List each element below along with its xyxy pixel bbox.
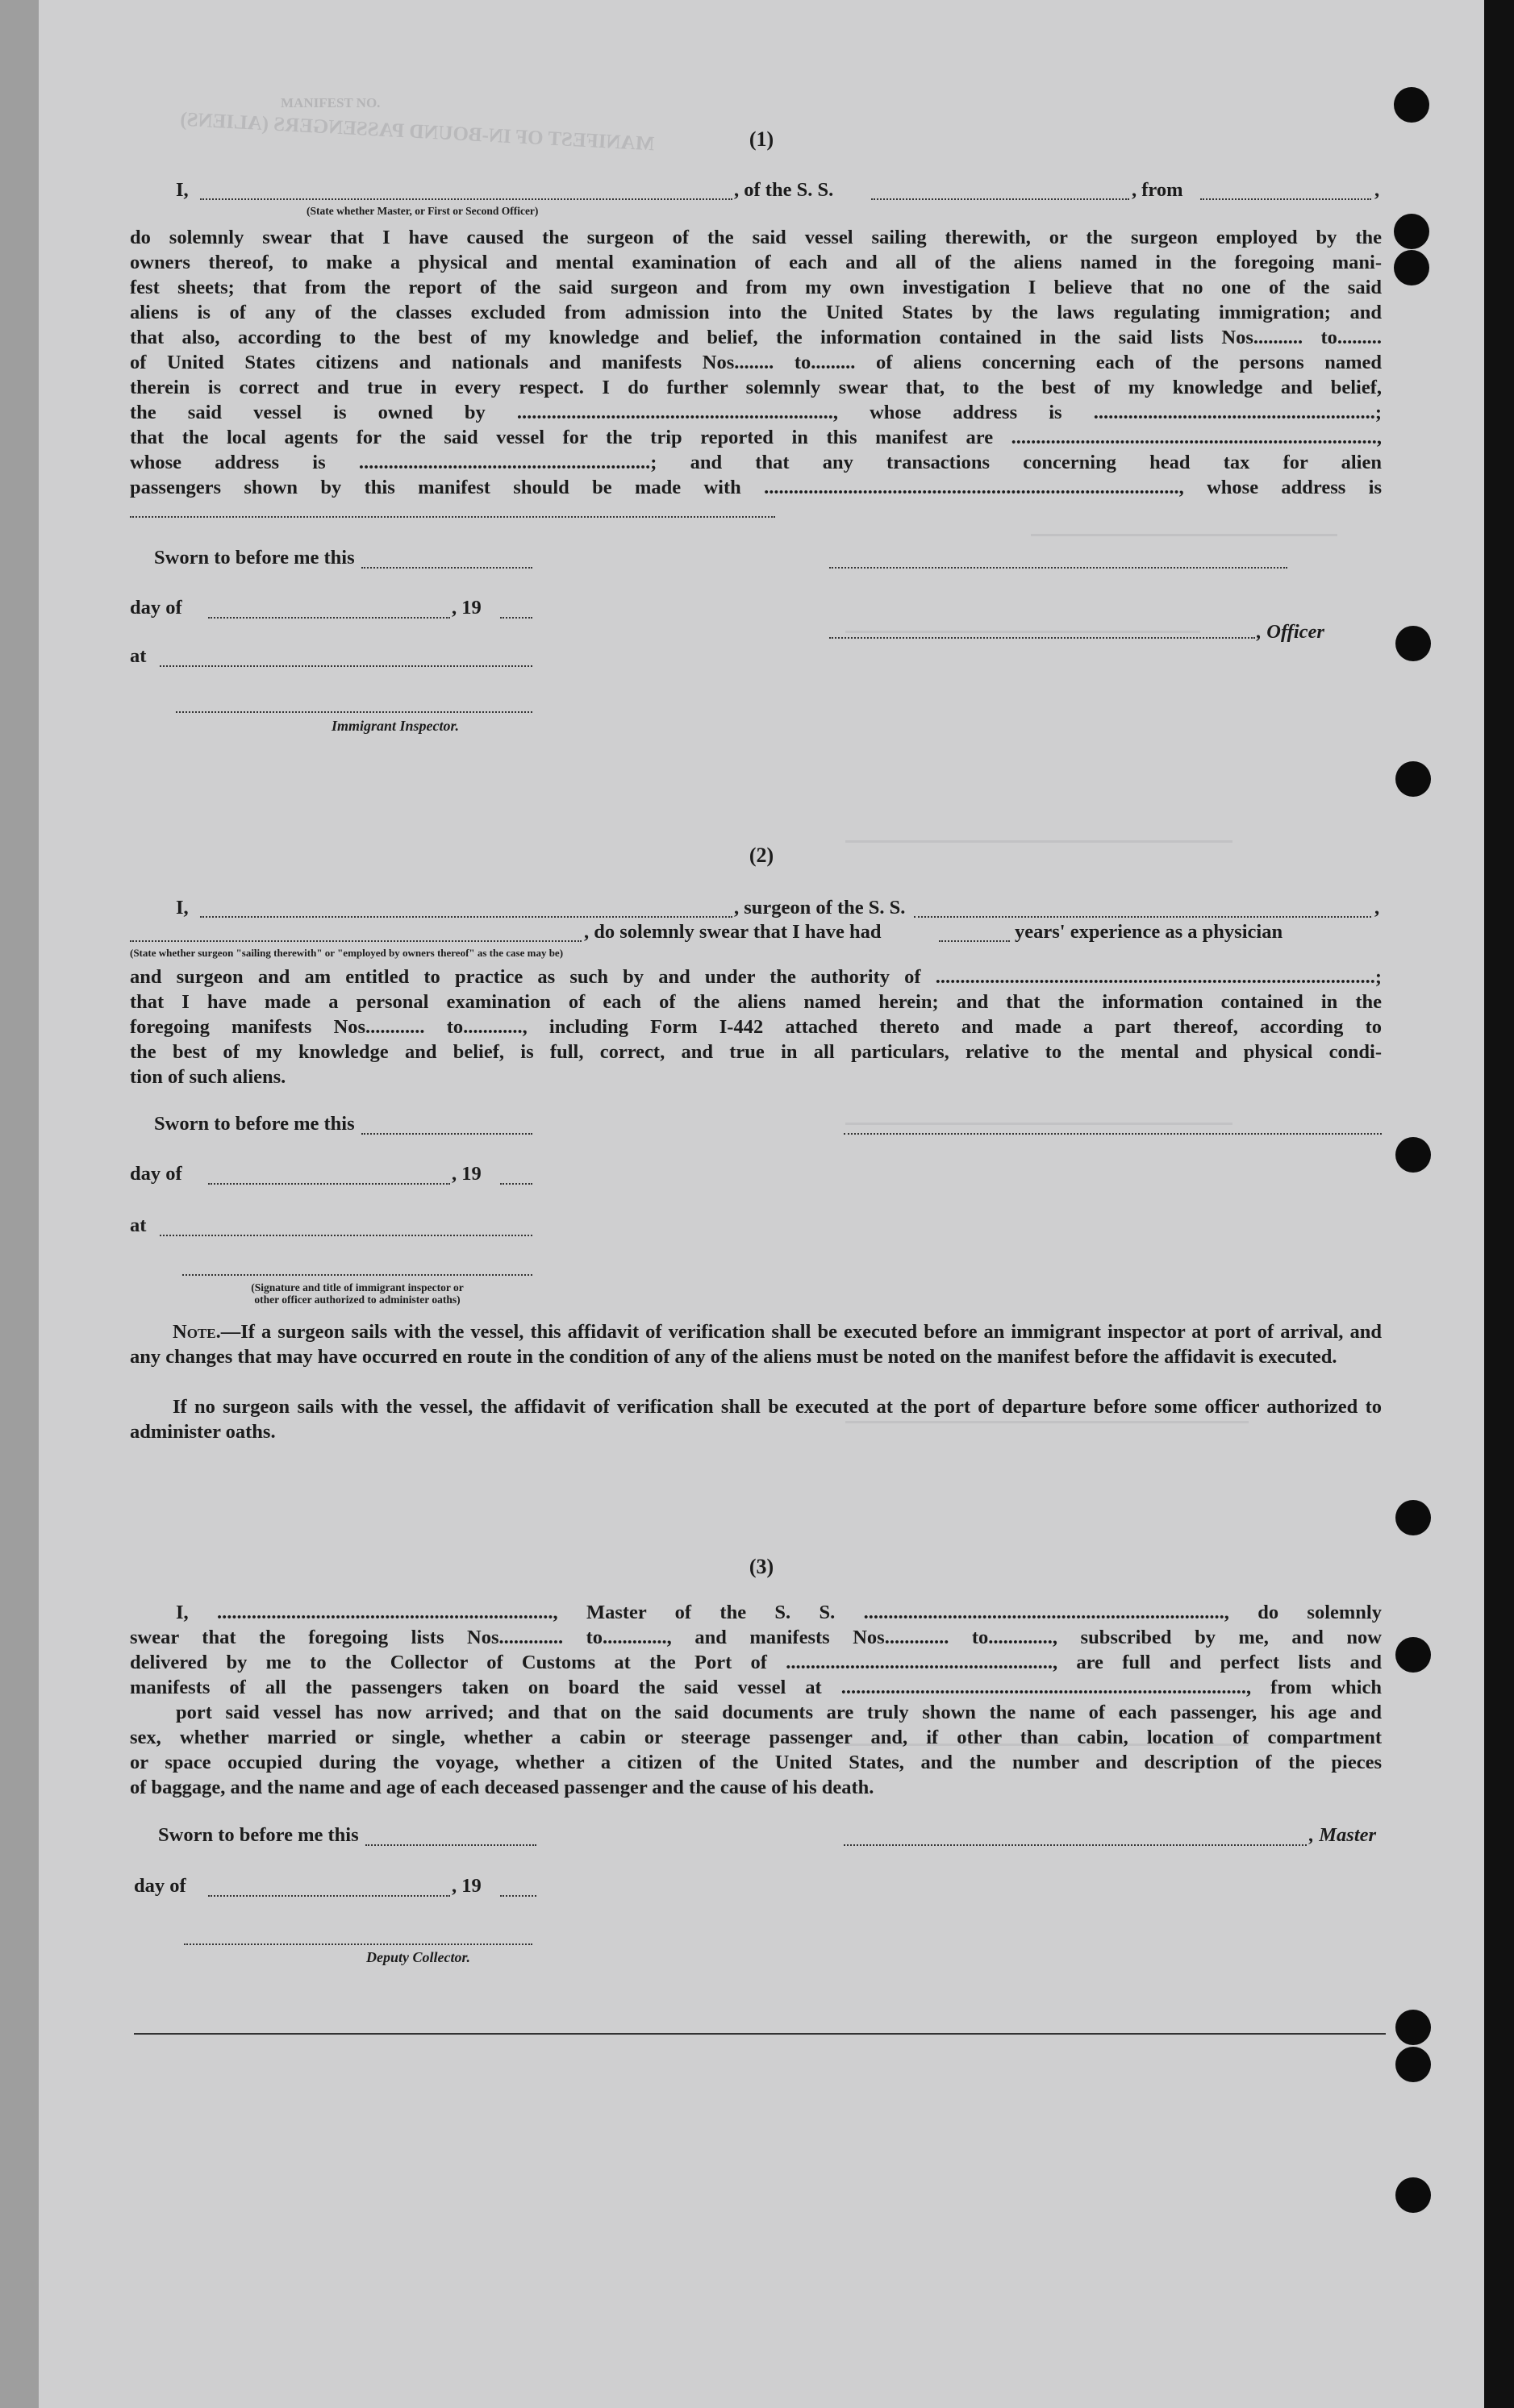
oath-line: of baggage, and the name and age of each deceased passenger and the cause of his death.	[130, 1777, 874, 1798]
day-of-field-1[interactable]	[208, 617, 450, 619]
binder-hole-6	[1395, 1137, 1431, 1173]
oath-line: aliens is of any of the classes excluded from admission into the United States by the laws regulating immigration; and	[130, 302, 1382, 323]
oath-line: or space occupied during the voyage, whether a citizen of the United States, and the number and description of the pieces	[130, 1752, 1382, 1773]
master-label: , Master	[1309, 1824, 1377, 1846]
section-2-oath-text	[130, 964, 1382, 1089]
bleed-through-title: MANIFEST OF IN-BOUND PASSENGERS (ALIENS)	[179, 108, 655, 156]
section-3-oath-text	[130, 1600, 1382, 1800]
line-1-comma: ,	[1374, 179, 1380, 201]
head-tax-address-field[interactable]	[130, 516, 775, 518]
surgeon-line-comma: ,	[1374, 897, 1380, 919]
oath-line: whose address is ...........................................................; and that any transactions concerning head tax for alien	[130, 452, 1382, 473]
year-field-1[interactable]	[500, 617, 532, 619]
oath-line: the best of my knowledge and belief, is full, correct, and true in all particulars, relative to the mental and physical condi-	[130, 1041, 1382, 1063]
day-of-field-3[interactable]	[208, 1895, 450, 1897]
oath-line: owners thereof, to make a physical and mental examination of each and all of the aliens named in the foregoing mani-	[130, 252, 1382, 273]
oath-line: I, ...................................................................., Master of the S. S. ........................................................................., do solemnly	[176, 1602, 1382, 1623]
manifest-verification-sheet	[39, 0, 1484, 2408]
at-label-2: at	[130, 1214, 147, 1236]
at-label-1: at	[130, 645, 147, 667]
vessel-name-field[interactable]	[871, 198, 1129, 200]
oath-line: swear that the foregoing lists Nos............. to............., and manifests Nos............. to............., subscribed by me, and now	[130, 1627, 1382, 1648]
section-2-i: I,	[176, 897, 189, 919]
binder-hole-7	[1395, 1500, 1431, 1535]
oath-line: therein is correct and true in every respect. I do further solemnly swear that, to the best of my knowledge and belief,	[130, 377, 1382, 398]
inspector-signature-field[interactable]	[176, 711, 532, 713]
oath-line: passengers shown by this manifest should be made with ...................................................................................., whose address is	[130, 477, 1382, 498]
oath-line: do solemnly swear that I have caused the surgeon of the said vessel sailing therewith, or the surgeon employed by the	[130, 227, 1382, 248]
deputy-collector-caption: Deputy Collector.	[366, 1949, 470, 1965]
oath-line: that the local agents for the said vessel for the trip reported in this manifest are ..........................................................................,	[130, 427, 1382, 448]
sworn-label-2: Sworn to before me this	[154, 1113, 355, 1135]
year-field-3[interactable]	[500, 1895, 536, 1897]
section-1-i: I,	[176, 179, 189, 201]
surgeon-name-field[interactable]	[200, 916, 732, 918]
binder-hole-1	[1394, 87, 1429, 123]
immigrant-inspector-caption: Immigrant Inspector.	[332, 718, 460, 734]
sworn-date-field-3[interactable]	[365, 1844, 536, 1846]
oath-line: port said vessel has now arrived; and that on the said documents are truly shown the name of each passenger, his age and	[176, 1702, 1382, 1723]
oath-line: of United States citizens and nationals and manifests Nos........ to......... of aliens concerning each of the persons named	[130, 352, 1382, 373]
surgeon-note	[130, 1319, 1382, 1369]
bleed-through-record-3	[845, 823, 1232, 843]
year-label-1: , 19	[452, 597, 482, 619]
master-officer-field[interactable]	[200, 198, 732, 200]
binder-hole-11	[1395, 2177, 1431, 2213]
officer-name-field[interactable]	[829, 637, 1255, 639]
officer-signature-field[interactable]	[829, 567, 1287, 569]
surgeon-status-caption: (State whether surgeon "sailing therewith" or "employed by owners thereof" as the case may be)	[130, 947, 564, 959]
years-experience-label: years' experience as a physician	[1015, 921, 1283, 943]
binder-hole-8	[1395, 1637, 1431, 1673]
surgeon-note-second: If no surgeon sails with the vessel, the affidavit of verification shall be executed at the port of departure before some officer authorized to administer oaths.	[130, 1396, 1382, 1443]
year-label-2: , 19	[452, 1163, 482, 1185]
oath-line: tion of such aliens.	[130, 1066, 286, 1088]
scanner-edge-bar	[1484, 0, 1514, 2408]
oath-line: and surgeon and am entitled to practice as such by and under the authority of .........................................................................................;	[130, 966, 1382, 988]
surgeon-status-field[interactable]	[130, 940, 582, 942]
bleed-through-record-2	[845, 613, 1200, 633]
day-of-label-2: day of	[130, 1163, 182, 1185]
binder-hole-10	[1395, 2047, 1431, 2082]
binder-hole-5	[1395, 761, 1431, 797]
note-body: —If a surgeon sails with the vessel, this affidavit of verification shall be executed before an immigrant inspector at port of arrival, and any changes that may have occurred en route in the condition of any of the aliens must be noted on the manifest before the affidavit is executed.	[130, 1321, 1382, 1368]
collector-signature-field[interactable]	[184, 1943, 532, 1945]
section-3-number: (3)	[749, 1555, 774, 1578]
sworn-label-1: Sworn to before me this	[154, 547, 355, 569]
from-port-field[interactable]	[1200, 198, 1371, 200]
officer-rank-caption: (State whether Master, or First or Second Officer)	[307, 205, 539, 217]
bleed-through-manifest-no: MANIFEST NO.	[281, 95, 381, 110]
oath-line: that I have made a personal examination of each of the aliens named herein; and that the information contained in the	[130, 991, 1382, 1013]
sworn-date-field-2[interactable]	[361, 1133, 532, 1135]
oath-officer-caption	[182, 1281, 532, 1306]
officer-label: , Officer	[1257, 621, 1324, 643]
years-experience-field[interactable]	[939, 940, 1010, 942]
year-field-2[interactable]	[500, 1183, 532, 1185]
oath-line: the said vessel is owned by ................................................................, whose address is .........................................................;	[130, 402, 1382, 423]
oath-officer-caption-1: (Signature and title of immigrant inspector or	[251, 1281, 464, 1294]
oath-line: foregoing manifests Nos............ to............, including Form I-442 attached thereto and made a part thereof, according to	[130, 1016, 1382, 1038]
bleed-through-record-4	[845, 1105, 1232, 1125]
of-ss-label: , of the S. S.	[734, 179, 834, 201]
sworn-label-3: Sworn to before me this	[158, 1824, 359, 1846]
from-label: , from	[1132, 179, 1183, 201]
note-lead: Note.	[173, 1321, 221, 1343]
day-of-label-3: day of	[134, 1875, 186, 1897]
sworn-date-field-1[interactable]	[361, 567, 532, 569]
oath-line: manifests of all the passengers taken on board the said vessel at .................................................................................., from which	[130, 1677, 1382, 1698]
section-1-number: (1)	[749, 127, 774, 151]
surgeon-vessel-field[interactable]	[914, 916, 1371, 918]
binder-hole-4	[1395, 626, 1431, 661]
oath-line: that also, according to the best of my knowledge and belief, the information contained in the said lists Nos.......... to.........	[130, 327, 1382, 348]
bleed-through-record-1	[1031, 516, 1337, 536]
binder-hole-9	[1395, 2010, 1431, 2045]
section-1-oath-text	[130, 225, 1382, 500]
section-2-number: (2)	[749, 844, 774, 867]
oath-line: fest sheets; that from the report of the said surgeon and from my own investigation I believe that no one of the said	[130, 277, 1382, 298]
master-signature-field[interactable]	[844, 1844, 1307, 1846]
oath-officer-signature-field[interactable]	[182, 1274, 532, 1276]
surgeon-signature-field[interactable]	[844, 1133, 1382, 1135]
day-of-field-2[interactable]	[208, 1183, 450, 1185]
at-place-field-1[interactable]	[160, 665, 532, 667]
binder-hole-3	[1394, 250, 1429, 285]
swear-experience-label: , do solemnly swear that I have had	[584, 921, 882, 943]
binder-hole-2	[1394, 214, 1429, 249]
oath-line: delivered by me to the Collector of Customs at the Port of ......................................................, are full and perfect lists and	[130, 1652, 1382, 1673]
bottom-rule	[134, 2033, 1386, 2035]
oath-officer-caption-2: other officer authorized to administer oaths)	[254, 1294, 461, 1306]
at-place-field-2[interactable]	[160, 1235, 532, 1236]
oath-line: sex, whether married or single, whether a cabin or steerage passenger and, if other than cabin, location of compartment	[130, 1727, 1382, 1748]
day-of-label-1: day of	[130, 597, 182, 619]
year-label-3: , 19	[452, 1875, 482, 1897]
surgeon-of-ss-label: , surgeon of the S. S.	[734, 897, 906, 919]
